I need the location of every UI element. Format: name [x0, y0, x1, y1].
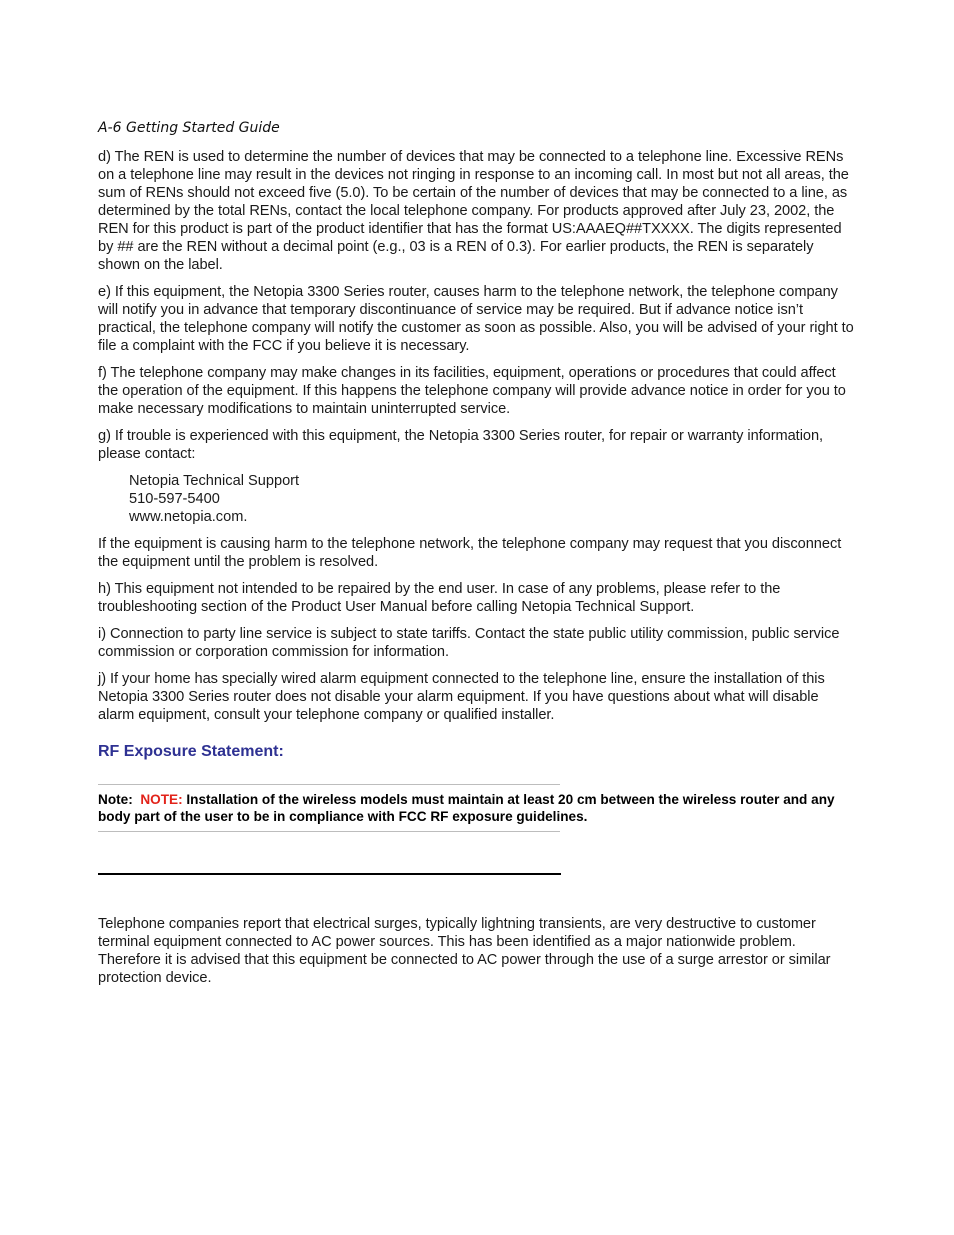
paragraph-g: g) If trouble is experienced with this equipment, the Netopia 3300 Series router, for repair or warranty information, please contact: — [98, 428, 824, 462]
contact-name: Netopia Technical Support — [129, 473, 300, 489]
note-rule-bottom — [98, 831, 560, 832]
contact-phone: 510-597-5400 — [129, 491, 220, 507]
paragraph-j: j) If your home has specially wired alarm equipment connected to the telephone line, ensure the installation of this Netopia 3300 Series router does not disable your alarm equipment. If you have questions about what will disable alarm equipment, consult your telephone company or qualified installer. — [98, 671, 825, 723]
note-text-block — [98, 785, 858, 831]
paragraph-f: f) The telephone company may make changes in its facilities, equipment, operations or procedures that could affect the operation of the equipment. If this happens the telephone company will provide advance notice in order for you to make necessary modifications to maintain uninterrupted service. — [98, 365, 846, 417]
section-divider — [98, 873, 561, 875]
paragraph-d: d) The REN is used to determine the number of devices that may be connected to a telephone line. Excessive RENs on a telephone line may result in the devices not ringing in response to an incoming call. In most but not all areas, the sum of RENs should not exceed five (5.0). To be certain of the number of devices that may be connected to a line, as determined by the total RENs, contact the local telephone company. For products approved after July 23, 2002, the REN for this product is part of the product identifier that has the format US:AAAEQ##TXXXX. The digits represented by ## are the REN without a decimal point (e.g., 03 is a REN of 0.3). For earlier products, the REN is separately shown on the label. — [98, 149, 849, 273]
paragraph-harm: If the equipment is causing harm to the telephone network, the telephone company may request that you disconnect the equipment until the problem is resolved. — [98, 536, 842, 570]
note-label: Note: — [98, 792, 133, 807]
paragraph-h: h) This equipment not intended to be repaired by the end user. In case of any problems, please refer to the troubleshooting section of the Product User Manual before calling Netopia Technical Support. — [98, 581, 781, 615]
contact-web: www.netopia.com. — [129, 509, 248, 525]
note-tag: NOTE: — [140, 792, 183, 807]
note-block — [98, 778, 858, 837]
rf-exposure-heading: RF Exposure Statement: — [98, 743, 284, 760]
paragraph-surge: Telephone companies report that electrical surges, typically lightning transients, are very destructive to customer terminal equipment connected to AC power sources. This has been identified as a major nationwide problem. Therefore it is advised that this equipment be connected to AC power through the use of a surge arrestor or similar protection device. — [98, 916, 831, 986]
contact-block — [129, 472, 858, 526]
running-head: A-6 Getting Started Guide — [98, 120, 280, 136]
note-body: Installation of the wireless models must maintain at least 20 cm between the wireless router and any body part of the user to be in compliance with FCC RF exposure guidelines. — [98, 792, 835, 824]
paragraph-i: i) Connection to party line service is subject to state tariffs. Contact the state public utility commission, public service commission or corporation commission for information. — [98, 626, 840, 660]
document-page — [98, 118, 858, 996]
paragraph-e: e) If this equipment, the Netopia 3300 Series router, causes harm to the telephone network, the telephone company will notify you in advance that temporary discontinuance of service may be required. But if advance notice isn’t practical, the telephone company will notify the customer as soon as possible. Also, you will be advised of your right to file a complaint with the FCC if you believe it is necessary. — [98, 284, 854, 354]
